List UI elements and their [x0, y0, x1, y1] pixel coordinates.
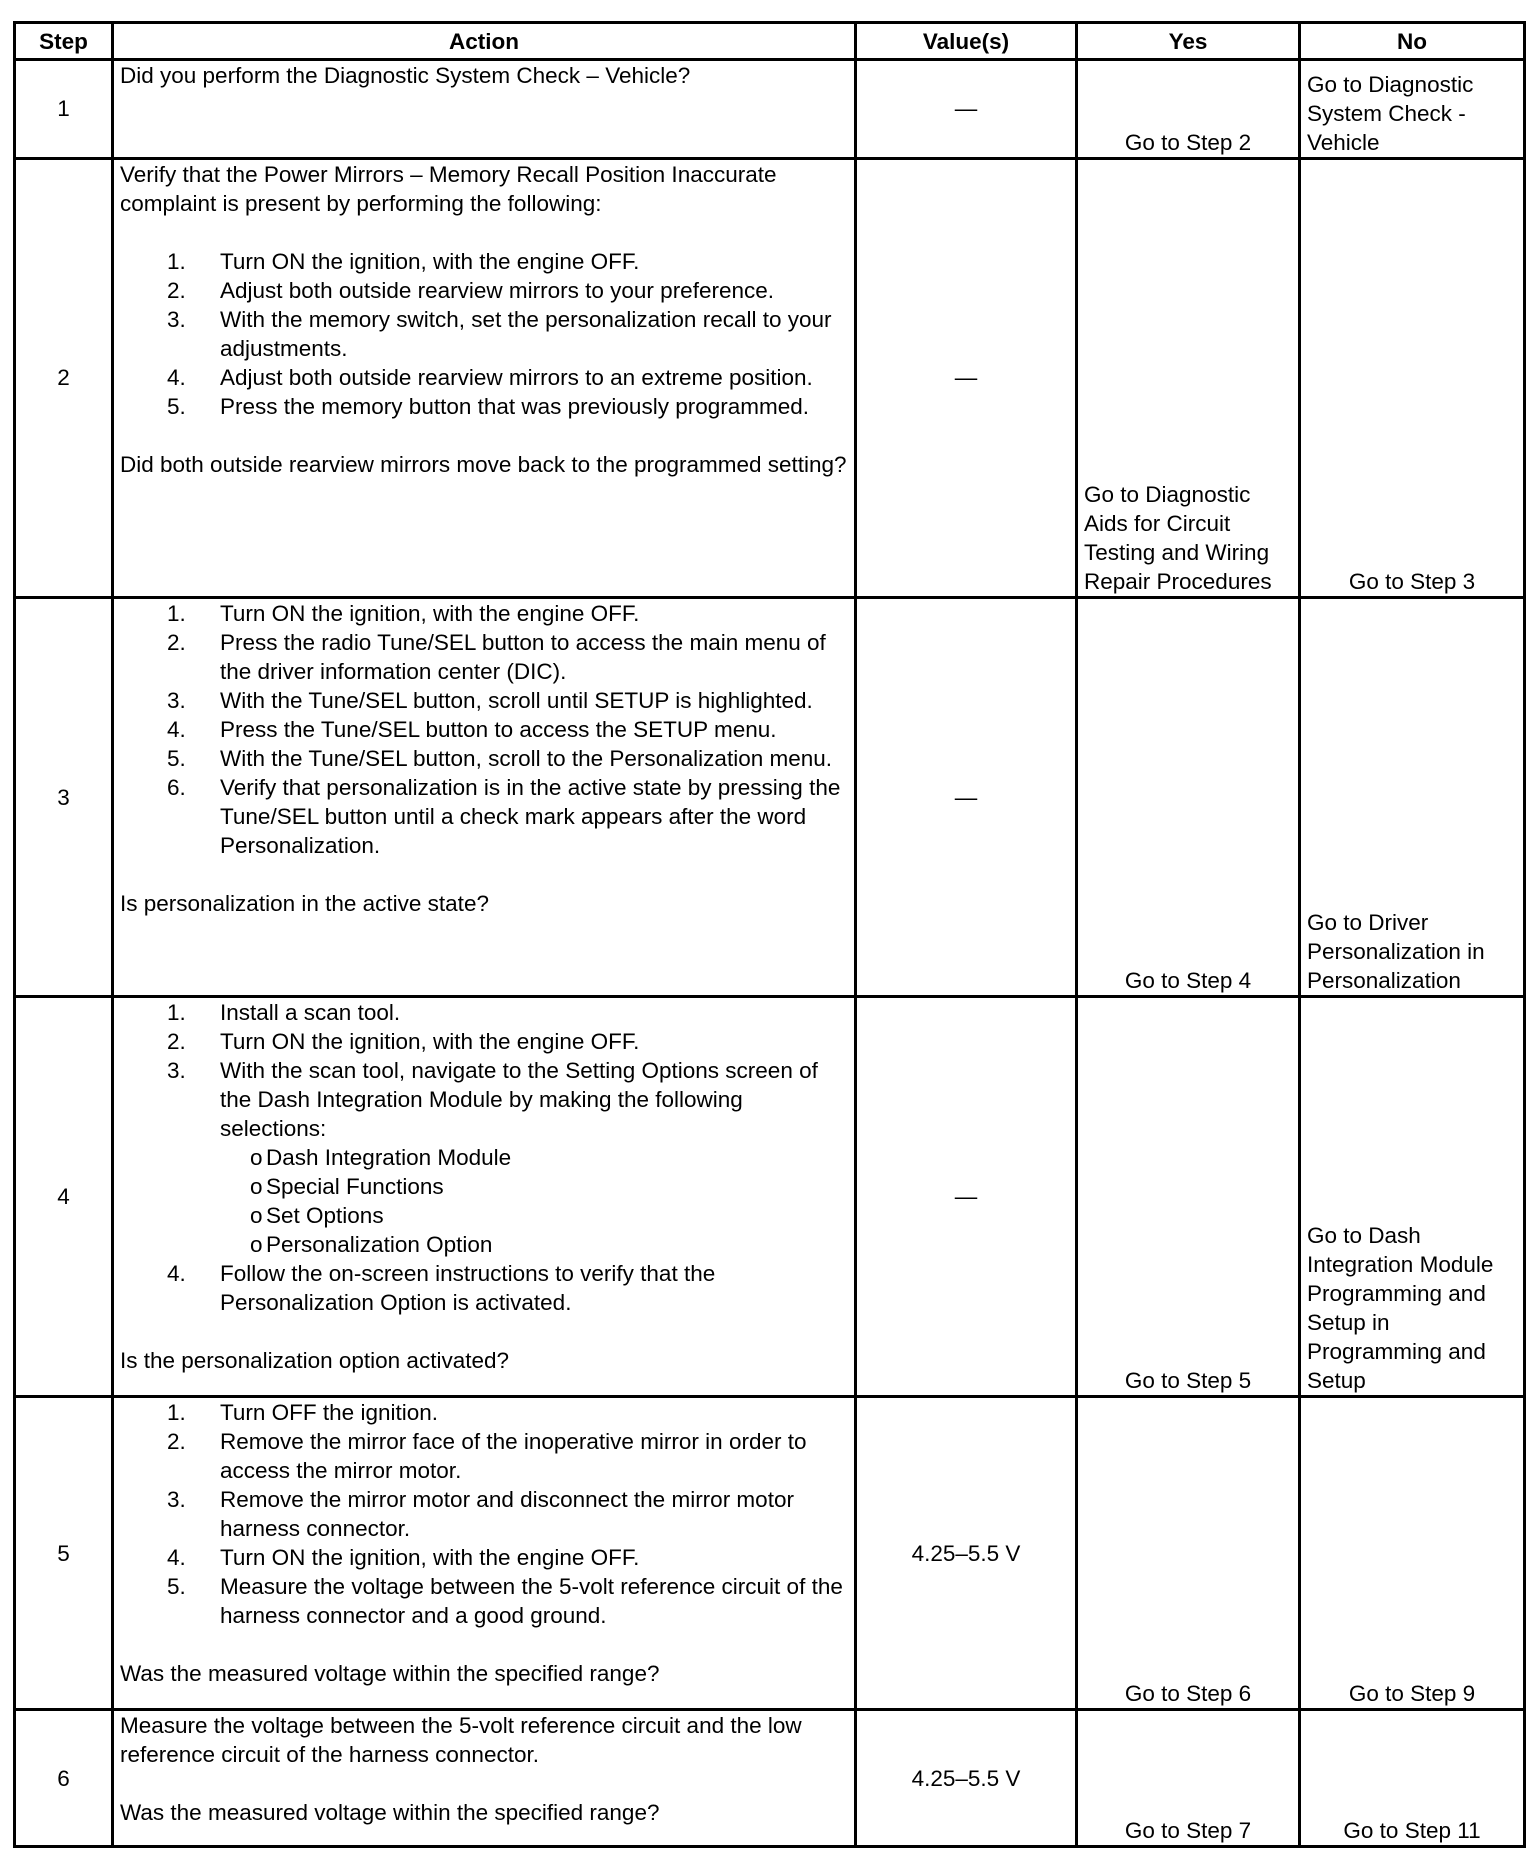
list-item: 1. Turn OFF the ignition. [167, 1400, 439, 1426]
value-cell: 4.25–5.5 V [856, 1397, 1077, 1710]
sub-item: o Special Functions [250, 1174, 444, 1200]
list-item: 2. Adjust both outside rearview mirrors to your preference. [167, 277, 774, 303]
action-question: Did both outside rearview mirrors move back to the programmed setting? [120, 451, 847, 477]
action-cell [113, 598, 856, 997]
action-cell [113, 60, 856, 159]
step-row-1 [15, 60, 1525, 159]
no-cell: Go to Driver Personalization in Personalization [1300, 598, 1525, 997]
yes-cell: Go to Diagnostic Aids for Circuit Testing and Wiring Repair Procedures [1077, 158, 1300, 597]
sub-item: o Set Options [250, 1203, 384, 1229]
yes-cell: Go to Step 2 [1077, 60, 1300, 159]
list-item: 4. Turn ON the ignition, with the engine OFF. [167, 1545, 640, 1571]
header-row [15, 23, 1525, 60]
no-cell: Go to Step 11 [1300, 1710, 1525, 1847]
list-item: 2. Press the radio Tune/SEL button to access the main menu of the driver information center (DIC). [167, 630, 826, 684]
sub-item: o Personalization Option [250, 1232, 493, 1258]
list-item: 5. Press the memory button that was previously programmed. [167, 393, 809, 419]
header-yes: Yes [1077, 23, 1300, 60]
step-number: 5 [15, 1397, 113, 1710]
no-cell: Go to Diagnostic System Check - Vehicle [1300, 60, 1525, 159]
header-action: Action [113, 23, 856, 60]
action-steps [120, 247, 848, 421]
step-row-4 [15, 997, 1525, 1397]
sub-selections [220, 1143, 848, 1259]
sub-item: o Dash Integration Module [250, 1145, 512, 1171]
step-number: 2 [15, 158, 113, 597]
yes-cell: Go to Step 7 [1077, 1710, 1300, 1847]
value-cell: — [856, 60, 1077, 159]
list-item: 3. With the Tune/SEL button, scroll until SETUP is highlighted. [167, 688, 813, 713]
value-cell: — [856, 598, 1077, 997]
header-step: Step [15, 23, 113, 60]
step-number: 6 [15, 1710, 113, 1847]
step-number: 3 [15, 598, 113, 997]
action-steps [120, 1398, 848, 1630]
list-item: 5. With the Tune/SEL button, scroll to the Personalization menu. [167, 746, 833, 771]
action-cell [113, 1397, 856, 1710]
step-number: 1 [15, 60, 113, 159]
list-item: 4. Follow the on-screen instructions to verify that the Personalization Option is activated. [167, 1261, 716, 1316]
no-cell: Go to Dash Integration Module Programming and Setup in Programming and Setup [1300, 997, 1525, 1397]
list-item: 1. Turn ON the ignition, with the engine OFF. [167, 601, 640, 626]
step-row-3 [15, 598, 1525, 997]
step-row-6 [15, 1710, 1525, 1847]
header-values: Value(s) [856, 23, 1077, 60]
list-item: 4. Press the Tune/SEL button to access the SETUP menu. [167, 717, 777, 742]
step-number: 4 [15, 997, 113, 1397]
list-item: 6. Verify that personalization is in the active state by pressing the Tune/SEL button until a check mark appears after the word Personalization. [167, 775, 841, 858]
action-steps [120, 998, 848, 1317]
list-item: 1. Turn ON the ignition, with the engine OFF. [167, 248, 640, 274]
step-row-2 [15, 158, 1525, 597]
no-cell: Go to Step 3 [1300, 158, 1525, 597]
list-item: 4. Adjust both outside rearview mirrors to an extreme position. [167, 364, 813, 390]
action-cell [113, 997, 856, 1397]
yes-cell: Go to Step 5 [1077, 997, 1300, 1397]
value-cell: — [856, 997, 1077, 1397]
value-cell: 4.25–5.5 V [856, 1710, 1077, 1847]
action-intro: Did you perform the Diagnostic System Check – Vehicle? [120, 63, 691, 88]
action-cell [113, 158, 856, 597]
diagnostic-table [13, 21, 1526, 1848]
action-intro: Measure the voltage between the 5-volt reference circuit and the low reference circuit of the harness connector. [120, 1713, 802, 1768]
action-steps [120, 599, 848, 860]
value-cell: — [856, 158, 1077, 597]
list-item: 3. With the scan tool, navigate to the Setting Options screen of the Dash Integration Module by making the following selections: o Dash Integration Module o Special Functions o Set Options o Personalization Option [120, 1056, 848, 1259]
list-item: 5. Measure the voltage between the 5-volt reference circuit of the harness connector and a good ground. [167, 1574, 843, 1629]
action-question: Is the personalization option activated? [120, 1348, 510, 1374]
list-item: 1. Install a scan tool. [167, 1000, 401, 1026]
list-item: 2. Turn ON the ignition, with the engine OFF. [167, 1029, 640, 1055]
step-row-5 [15, 1397, 1525, 1710]
action-cell [113, 1710, 856, 1847]
yes-cell: Go to Step 4 [1077, 598, 1300, 997]
header-no: No [1300, 23, 1525, 60]
no-cell: Go to Step 9 [1300, 1397, 1525, 1710]
yes-cell: Go to Step 6 [1077, 1397, 1300, 1710]
action-question: Is personalization in the active state? [120, 891, 489, 916]
action-question: Was the measured voltage within the specified range? [120, 1661, 660, 1687]
action-question: Was the measured voltage within the specified range? [120, 1800, 660, 1826]
list-item: 2. Remove the mirror face of the inoperative mirror in order to access the mirror motor. [167, 1429, 807, 1484]
list-item: 3. Remove the mirror motor and disconnect the mirror motor harness connector. [167, 1487, 794, 1542]
list-item: 3. With the memory switch, set the personalization recall to your adjustments. [167, 306, 832, 361]
action-intro: Verify that the Power Mirrors – Memory Recall Position Inaccurate complaint is present by performing the following: [120, 161, 777, 216]
